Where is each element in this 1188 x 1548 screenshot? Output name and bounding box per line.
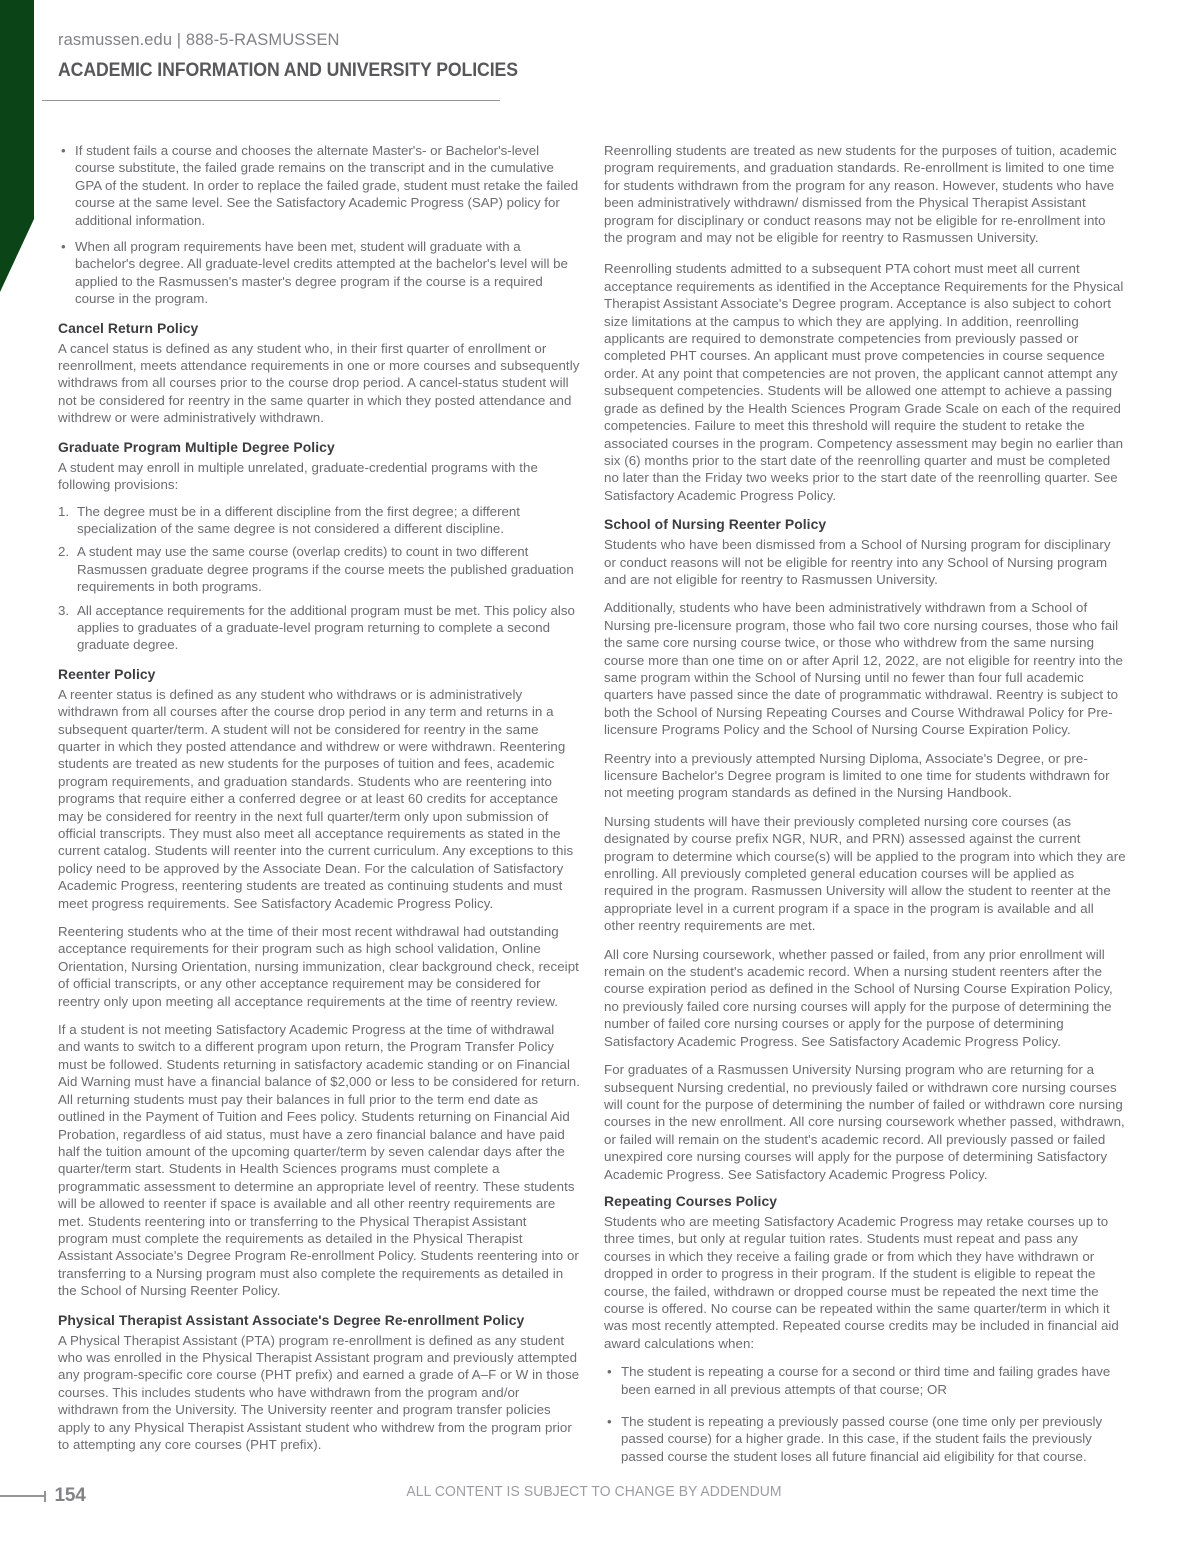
bullet-dot-icon: • [61,239,66,255]
paragraph-graduate-multiple-intro: A student may enroll in multiple unrelated, graduate-credential programs with the following provisions: [58,459,538,493]
left-column [58,142,580,1462]
graduate-multiple-numbered-list [58,503,580,654]
repeating-bullet-list [604,1363,1126,1465]
list-item-text: A student may use the same course (overlap credits) to count in two different Rasmussen graduate degree programs if the course meets the published graduation requirements in both programs. [77,544,574,595]
bullet-dot-icon: • [607,1364,612,1380]
list-item-text: The student is repeating a previously passed course (one time only per previously passed course) for a higher grade. In this case, if the student fails the previously passed course the student loses all future financial aid eligibility for that course. [621,1414,1103,1464]
list-item [58,238,580,308]
heading-school-of-nursing-reenter-policy: School of Nursing Reenter Policy [604,516,827,533]
list-item [604,1363,1126,1398]
paragraph-son-6: For graduates of a Rasmussen University Nursing program who are returning for a subsequent Nursing credential, no previously failed or withdrawn core nursing courses will count for the purpose of determining the number of failed or withdrawn core nursing courses in the new enrollment. All core nursing coursework whether passed, withdrawn, or failed will remain on the student's academic record. All previously passed or failed unexpired core nursing courses will apply for the purpose of determining Satisfactory Academic Progress. See Satisfactory Academic Progress Policy. [604,1062,1125,1182]
heading-graduate-multiple-degree-policy: Graduate Program Multiple Degree Policy [58,438,335,455]
page-title: ACADEMIC INFORMATION AND UNIVERSITY POLICIES [58,59,518,81]
list-item [58,543,580,595]
right-column [604,142,1126,1474]
list-item [58,142,580,229]
list-item-text: If student fails a course and chooses the alternate Master's- or Bachelor's-level course substitute, the failed grade remains on the transcript and in the cumulative GPA of the student. In order to replace the failed grade, student must retake the failed course at the same level. See the Satisfactory Academic Progress (SAP) policy for additional information. [75,143,579,228]
paragraph-reenter-3: If a student is not meeting Satisfactory Academic Progress at the time of withdrawal and wants to switch to a different program upon return, the Program Transfer Policy must be followed. Students returning in satisfactory academic standing or on Financial Aid Warning must have a financial balance of $2,000 or less to be considered for return. All returning students must pay their balances in full prior to the term end date as outlined in the Payment of Tuition and Fees policy. Students returning on Financial Aid Probation, regardless of aid status, must have a zero financial balance and have paid half the tuition amount of the upcoming quarter/term by seven calendar days after the quarter/term start. Students in Health Sciences programs must complete a programmatic assessment to determine an appropriate level of reentry. These students will be allowed to reenter if space is available and all other reentry requirements are met. Students reentering into or transferring to the Physical Therapist Assistant program must complete the requirements as detailed in the Physical Therapist Assistant Associate's Degree Program Re-enrollment Policy. Students reentering into or transferring to a Nursing program must also complete the requirements as detailed in the School of Nursing Reenter Policy. [58,1022,581,1299]
list-item-text: The student is repeating a course for a second or third time and failing grades have been earned in all previous attempts of that course; OR [621,1364,1111,1397]
bullet-dot-icon: • [61,143,66,158]
header-divider [42,100,500,101]
list-item-text: All acceptance requirements for the additional program must be met. This policy also applies to graduates of a graduate-level program returning to complete a second graduate degree. [77,602,575,653]
paragraph-son-5: All core Nursing coursework, whether passed or failed, from any prior enrollment will remain on the student's academic record. When a nursing student reenters after the course expiration period as defined in the School of Nursing Course Expiration Policy, no previously failed core nursing courses will apply for the purpose of determining the number of failed core nursing courses or apply for the purpose of determining Satisfactory Academic Progress. See Satisfactory Academic Progress Policy. [604,946,1113,1049]
top-bullet-list [58,142,580,308]
header-contact-line: rasmussen.edu | 888-5-RASMUSSEN [58,31,340,49]
paragraph-reenroll-2: Reenrolling students admitted to a subsequent PTA cohort must meet all current acceptance requirements as identified in the Acceptance Requirements for the Physical Therapist Assistant Associate's Degree program. Acceptance is also subject to cohort size limitations at the campus to which they are applying. In addition, reenrolling applicants are required to demonstrate competencies from previously passed or completed PHT courses. An applicant must prove competencies in course sequence order. At any point that competencies are not proven, the applicant cannot attempt any subsequent competencies. Students will be allowed one attempt to achieve a passing grade as defined by the Health Sciences Program Grade Scale on each of the required competencies. Failure to meet this threshold will require the student to retake the associated courses in the program. Competency assessment may begin no earlier than six (6) months prior to the start date of the reenrolling quarter and must be completed no later than the Friday two weeks prior to the start date of the reenrolling quarter. See Satisfactory Academic Progress Policy. [604,261,1124,503]
body-columns [0,142,1188,1464]
list-item-text: The degree must be in a different discipline from the first degree; a different specialization of the same degree is not considered a different discipline. [77,503,520,536]
heading-cancel-return-policy: Cancel Return Policy [58,319,199,336]
list-number: 1. [58,503,70,519]
page-number: 154 [54,1485,86,1506]
paragraph-son-1: Students who have been dismissed from a School of Nursing program for disciplinary or conduct reasons will not be eligible for reentry into any School of Nursing program and are not eligible for reentry to Rasmussen University. [604,537,1111,587]
paragraph-cancel-return: A cancel status is defined as any student who, in their first quarter of enrollment or reenrollment, meets attendance requirements in one or more courses and subsequently withdraws from all courses prior to the course drop period. A cancel-status student will not be considered for reentry in the same quarter in which they posted attendance and withdrew or were administratively withdrawn. [58,340,580,426]
list-number: 3. [58,602,70,618]
paragraph-reenter-2: Reentering students who at the time of their most recent withdrawal had outstanding acceptance requirements for their program such as high school validation, Online Orientation, Nursing Orientation, nursing immunization, clear background check, receipt of official transcripts, or any other acceptance requirement may be considered for reentry only upon meeting all acceptance requirements at the time of reentry review. [58,924,579,1009]
list-item [604,1413,1126,1465]
footer-addendum-note: ALL CONTENT IS SUBJECT TO CHANGE BY ADDENDUM [406,1484,782,1500]
list-item [58,503,580,538]
paragraph-reenroll-1: Reenrolling students are treated as new students for the purposes of tuition, academic program requirements, and graduation standards. Re-enrollment is limited to one time for students withdrawn from the program for any reason. However, students who have been administratively withdrawn/ dismissed from the Physical Therapist Assistant program for disciplinary or conduct reasons may not be eligible for re-enrollment into the program and may not be eligible for reentry to Rasmussen University. [604,143,1117,246]
paragraph-pta-body: A Physical Therapist Assistant (PTA) program re-enrollment is defined as any student who was enrolled in the Physical Therapist Assistant program and previously attempted any program-specific core course (PHT prefix) and earned a grade of A–F or W in those courses. This includes students who have withdrawn from the program and/or withdrawn from the University. The University reenter and program transfer policies apply to any Physical Therapist Assistant student who withdrew from the program prior to attempting any core courses (PHT prefix). [58,1332,580,1452]
bullet-dot-icon: • [607,1414,612,1429]
page-footer [0,1462,1188,1548]
list-item-text: When all program requirements have been met, student will graduate with a bachelor's degree. All graduate-level credits attempted at the bachelor's level will be applied to the Rasmussen's master's degree program if the course is a required course in the program. [75,239,568,307]
paragraph-son-3: Reentry into a previously attempted Nursing Diploma, Associate's Degree, or pre-licensure Bachelor's Degree program is limited to one time for students withdrawn for not meeting program standards as defined in the Nursing Handbook. [604,750,1110,801]
page-header [58,30,518,82]
list-item [58,602,580,654]
list-number: 2. [58,544,70,560]
heading-pta-reenrollment-policy: Physical Therapist Assistant Associate's Degree Re-enrollment Policy [58,1311,525,1328]
paragraph-son-4: Nursing students will have their previously completed nursing core courses (as designated by course prefix NGR, NUR, and PRN) assessed against the current program to determine which course(s) will be applied to the program into which they are enrolling. All previously completed general education courses will be applied as required in the program. Rasmussen University will allow the student to reenter at the appropriate level in a current program if a space in the program is available and all other reentry requirements are met. [604,813,1126,934]
paragraph-repeating-body: Students who are meeting Satisfactory Academic Progress may retake courses up to three times, but only at regular tuition rates. Students must repeat and pass any courses in which they receive a failing grade or from which they have withdrawn or dropped in order to progress in their program. If the student is eligible to repeat the course, the failed, withdrawn or dropped course must be repeated the next time the course is offered. No course can be repeated within the same quarter/term in which it was most recently attempted. Repeated course credits may be included in financial aid award calculations when: [604,1213,1119,1351]
heading-repeating-courses-policy: Repeating Courses Policy [604,1192,778,1209]
paragraph-reenter-1: A reenter status is defined as any student who withdraws or is administratively withdrawn from all courses after the course drop period in any term and returns in a subsequent quarter/term. A student will not be considered for reentry in the same quarter in which they posted attendance and withdrew or were withdrawn. Reentering students are treated as new students for the purposes of tuition and fees, academic program requirements, and graduation standards. Students who are reentering into programs that require either a conferred degree or at least 60 credits for acceptance may be considered for reentry in the next full quarter/term only upon submission of official transcripts. They must also meet all acceptance requirements as stated in the current catalog. Students will reenter into the current curriculum. Any exceptions to this policy need to be approved by the Associate Dean. For the calculation of Satisfactory Academic Progress, reentering students are treated as continuing students and must meet progress requirements. See Satisfactory Academic Progress Policy. [58,686,574,911]
heading-reenter-policy: Reenter Policy [58,665,156,682]
paragraph-son-2: Additionally, students who have been administratively withdrawn from a School of Nursing pre-licensure program, those who fail two core nursing courses, those who fail the same core nursing course twice, or those who withdrew from the same nursing course more than one time on or after April 12, 2022, are not eligible for reentry into the same program within the School of Nursing until no fewer than four full academic quarters have passed since the date of programmatic withdrawal. Reentry is subject to both the School of Nursing Repeating Courses and Course Withdrawal Policy for Pre-licensure Programs Policy and the School of Nursing Course Expiration Policy. [604,600,1124,738]
